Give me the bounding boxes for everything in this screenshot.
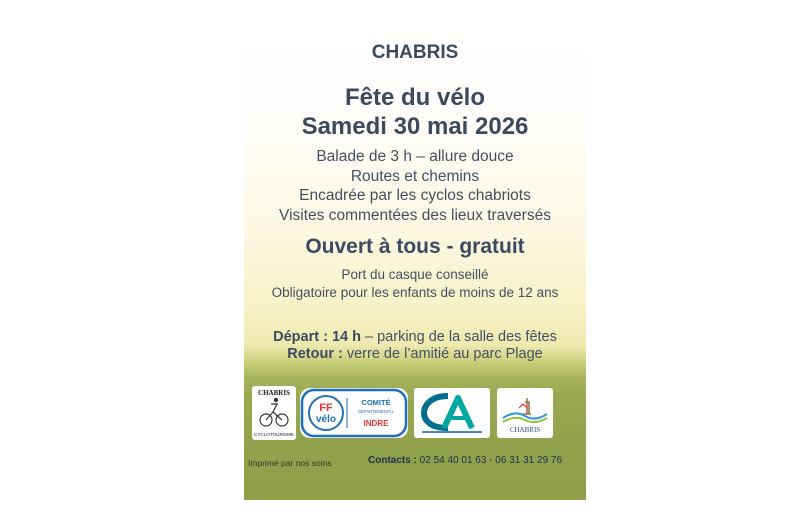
return-info <box>244 346 586 362</box>
departure-label: Départ : 14 h <box>273 329 361 345</box>
detail-duration: Balade de 3 h – allure douce <box>316 148 514 165</box>
return-text: verre de l’amitié au parc Plage <box>342 346 543 362</box>
cyclotourisme-logo <box>252 386 296 440</box>
detail-route: Routes et chemins <box>350 168 480 185</box>
ffvelo-line3: INDRE <box>363 419 389 428</box>
contacts-phones: 02 54 40 01 63 - 06 31 31 29 76 <box>416 455 563 466</box>
detail-visits: Visites commentées des lieux traversés <box>279 207 551 224</box>
ffvelo-logo <box>300 388 408 438</box>
event-date: Samedi 30 mai 2026 <box>301 113 529 140</box>
credit-agricole-logo <box>414 388 490 438</box>
ffvelo-line1: COMITÉ <box>361 398 391 407</box>
helmet-note: Port du casque conseillé <box>341 267 489 282</box>
access-headline: Ouvert à tous - gratuit <box>305 235 525 258</box>
return-label: Retour : <box>287 346 343 362</box>
printed-note: Imprimé par nos soins <box>248 458 332 468</box>
departure-info <box>244 329 586 345</box>
contacts-info <box>368 455 562 466</box>
ffvelo-mark: FF <box>319 402 333 414</box>
chabris-town-logo <box>497 388 553 438</box>
helmet-mandatory-note: Obligatoire pour les enfants de moins de 12 ans <box>271 285 559 300</box>
cyclo-logo-top-text: CHABRIS <box>258 389 290 397</box>
cyclo-logo-bottom-text: CYCLOTOURISME <box>254 432 294 437</box>
ffvelo-line2: DÉPARTEMENTAL <box>357 409 395 414</box>
event-poster <box>244 0 586 500</box>
departure-text: – parking de la salle des fêtes <box>360 329 557 345</box>
contacts-label: Contacts : <box>368 455 417 466</box>
event-title: Fête du vélo <box>344 84 486 111</box>
ffvelo-mark-sub: vélo <box>315 414 337 425</box>
chabris-logo-text: CHABRIS <box>509 426 541 434</box>
detail-guides: Encadrée par les cyclos chabriots <box>299 187 531 204</box>
town-title: CHABRIS <box>371 42 459 63</box>
